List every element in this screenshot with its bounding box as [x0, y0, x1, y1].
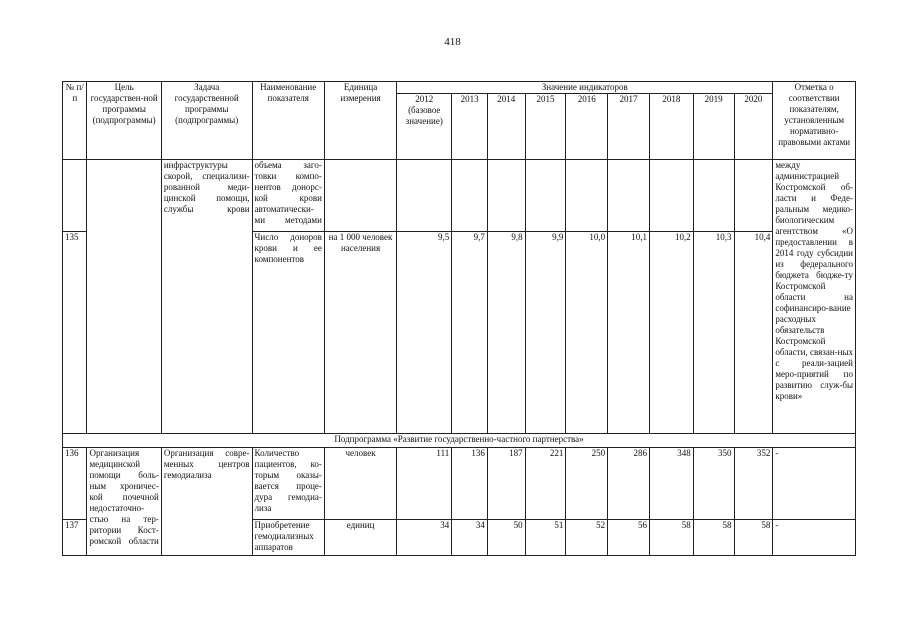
header-mark: Отметка о соответствии показателям, установленным нормативно-правовыми актами — [773, 82, 856, 160]
value-cell: 352 — [734, 448, 773, 520]
header-year-2013: 2013 — [452, 94, 488, 160]
indicator-name: Число донoров крови и ее компонентов — [252, 232, 324, 434]
value-cell: 51 — [525, 520, 566, 556]
header-year-2012: 2012 (базовое значение) — [397, 94, 452, 160]
table-row — [63, 160, 856, 232]
task-cell: Организация совре-менных центров гемодиализа — [161, 448, 252, 556]
unit-cell: на 1 000 человек населения — [324, 232, 396, 434]
page-number: 418 — [444, 36, 461, 48]
value-cell: 10,2 — [649, 232, 693, 434]
header-year-2020: 2020 — [734, 94, 773, 160]
value-cell: 34 — [397, 520, 452, 556]
continuation-task: инфраструктуры скорой, специализи-рованной меди-цинской помощи, службы крови — [161, 160, 252, 434]
header-num: № п/п — [63, 82, 87, 160]
value-cell: 348 — [649, 448, 693, 520]
value-cell: 56 — [608, 520, 650, 556]
header-unit: Единица измерения — [324, 82, 396, 160]
unit-cell: человек — [324, 448, 396, 520]
row-number: 136 — [63, 448, 87, 520]
header-year-2015: 2015 — [525, 94, 566, 160]
row-number: 135 — [63, 232, 87, 434]
value-cell: 9,5 — [397, 232, 452, 434]
value-cell: 58 — [693, 520, 734, 556]
value-cell: 10,1 — [608, 232, 650, 434]
header-indicator: Наименование показателя — [252, 82, 324, 160]
row-number: 137 — [63, 520, 87, 556]
value-cell: 286 — [608, 448, 650, 520]
group-goal: Организация медицинской помощи боль-ным хроничес-кой почечной недостаточно-стью на тер-ритории Кост-ромской области — [87, 448, 161, 556]
header-year-2014: 2014 — [487, 94, 525, 160]
subprogram-title: Подпрограмма «Развитие государственно-частного партнерства» — [63, 434, 856, 448]
mark-cell: - — [773, 520, 856, 556]
header-year-2019: 2019 — [693, 94, 734, 160]
indicator-name: Приобретение гемодиализных аппаратов — [252, 520, 324, 556]
header-year-2018: 2018 — [649, 94, 693, 160]
value-cell: 10,4 — [734, 232, 773, 434]
value-cell: 58 — [649, 520, 693, 556]
value-cell: 50 — [487, 520, 525, 556]
value-cell: 9,7 — [452, 232, 488, 434]
header-year-2016: 2016 — [566, 94, 608, 160]
value-cell: 250 — [566, 448, 608, 520]
continuation-indicator: объема заго-товки компо-нентов донорс-кой крови автоматически-ми методами — [252, 160, 324, 232]
value-cell: 187 — [487, 448, 525, 520]
indicators-table — [62, 81, 856, 556]
value-cell: 9,8 — [487, 232, 525, 434]
mark-cell: - — [773, 448, 856, 520]
header-values-group: Значение индикаторов — [397, 82, 773, 94]
table-row — [63, 448, 856, 520]
header-year-2017: 2017 — [608, 94, 650, 160]
value-cell: 350 — [693, 448, 734, 520]
value-cell: 221 — [525, 448, 566, 520]
value-cell: 58 — [734, 520, 773, 556]
value-cell: 136 — [452, 448, 488, 520]
value-cell: 10,3 — [693, 232, 734, 434]
indicator-name: Количество пациентов, ко-торым оказы-вается проце-дура гемодиа-лиза — [252, 448, 324, 520]
value-cell: 9,9 — [525, 232, 566, 434]
value-cell: 34 — [452, 520, 488, 556]
mark-cell: между администрацией Костромской об-ласти и Феде-ральным медико-биологическим агентством «О предоставлении в 2014 году субсидии из федерального бюджета бюдже-ту Костромской области на софинансиро-вание расходных обязательств Костромской области, связан-ных с реали-зацией меро-приятий по развитию служ-бы крови» — [773, 160, 856, 434]
header-task: Задача государственной программы (подпрограммы) — [161, 82, 252, 160]
unit-cell: единиц — [324, 520, 396, 556]
header-goal: Цель государствен-ной программы (подпрограммы) — [87, 82, 161, 160]
value-cell: 10,0 — [566, 232, 608, 434]
value-cell: 52 — [566, 520, 608, 556]
value-cell: 111 — [397, 448, 452, 520]
